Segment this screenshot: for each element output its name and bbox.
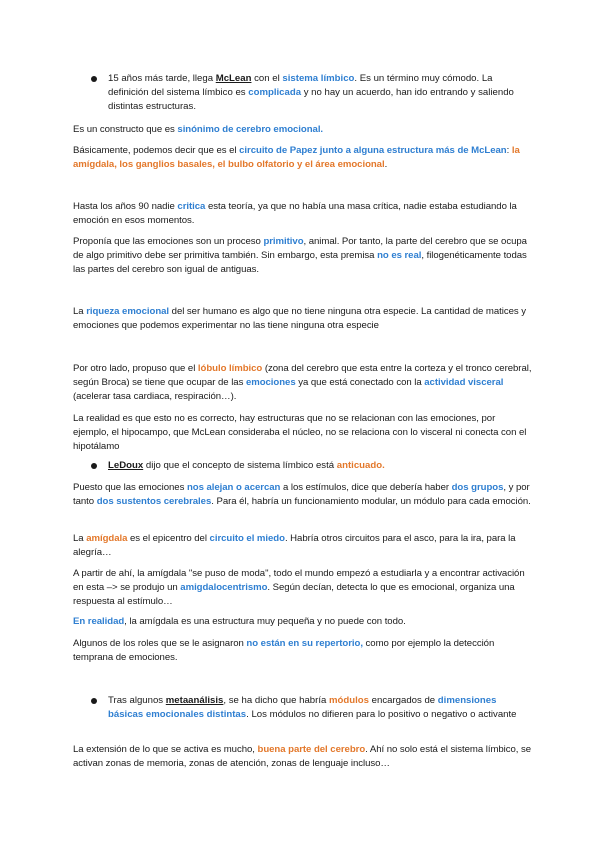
bullet-item-ledoux: LeDoux dijo que el concepto de sistema límbico está anticuado. [108, 460, 385, 471]
paragraph: La riqueza emocional del ser humano es algo que no tiene ninguna otra especie. La cantidad de matices y emociones que podemos experimentar no las tiene ninguna otra especie [73, 306, 526, 331]
bullet-dot [91, 698, 97, 704]
paragraph: En realidad, la amígdala es una estructura muy pequeña y no puede con todo. [73, 616, 406, 627]
bullet-item-mclean: 15 años más tarde, llega McLean con el sistema límbico. Es un término muy cómodo. La definición del sistema límbico es complicada y no hay un acuerdo, han ido entrando y saliendo distintas estructuras. [108, 73, 514, 112]
paragraph: Hasta los años 90 nadie critica esta teoría, ya que no había una masa crítica, nadie estaba estudiando la emoción en esos momentos. [73, 201, 517, 226]
paragraph: La extensión de lo que se activa es mucho, buena parte del cerebro. Ahí no solo está el sistema límbico, se activan zonas de memoria, zonas de atención, zonas de lenguaje incluso… [73, 744, 532, 769]
paragraph: La realidad es que esto no es correcto, hay estructuras que no se relacionan con las emociones, por ejemplo, el hipocampo, que McLean consideraba el núcleo, no se relaciona con lo visceral ni conecta con el hipotálamo [73, 413, 527, 452]
paragraph: La amígdala es el epicentro del circuito el miedo. Habría otros circuitos para el asco, para la ira, para la alegría… [73, 533, 516, 558]
bullet-dot [91, 463, 97, 469]
paragraph: Proponía que las emociones son un proceso primitivo, animal. Por tanto, la parte del cerebro que se ocupa de algo primitivo debe ser primitiva también. Sin embargo, esta premisa no es real, filogenéticamente todas las partes del cerebro son igual de antiguas. [73, 236, 527, 275]
paragraph: Es un constructo que es sinónimo de cerebro emocional. [73, 124, 324, 135]
paragraph: Algunos de los roles que se le asignaron no están en su repertorio, como por ejemplo la detección temprana de emociones. [73, 638, 495, 663]
paragraph: Básicamente, podemos decir que es el circuito de Papez junto a alguna estructura más de McLean: la amígdala, los ganglios basales, el bulbo olfatorio y el área emocional. [73, 145, 520, 170]
bullet-dot [91, 76, 97, 82]
paragraph: Por otro lado, propuso que el lóbulo límbico (zona del cerebro que esta entre la corteza y el tronco cerebral, según Broca) se tiene que ocupar de las emociones ya que está conectado con la actividad visceral (acelerar tasa cardiaca, respiración…). [73, 363, 532, 402]
paragraph: Puesto que las emociones nos alejan o acercan a los estímulos, dice que debería haber dos grupos, y por tanto dos sustentos cerebrales. Para él, habría un funcionamiento modular, un módulo para cada emoción. [73, 482, 531, 507]
paragraph: A partir de ahí, la amígdala "se puso de moda", todo el mundo empezó a estudiarla y a encontrar activación en esta –> se produjo un amigdalocentrismo. Según decían, detecta lo que es emocional, organiza una respuesta al estímulo… [73, 568, 525, 607]
bullet-item-metaanalisis: Tras algunos metaanálisis, se ha dicho que habría módulos encargados de dimensiones básicas emocionales distintas. Los módulos no difieren para lo positivo o negativo o activante [108, 695, 517, 720]
